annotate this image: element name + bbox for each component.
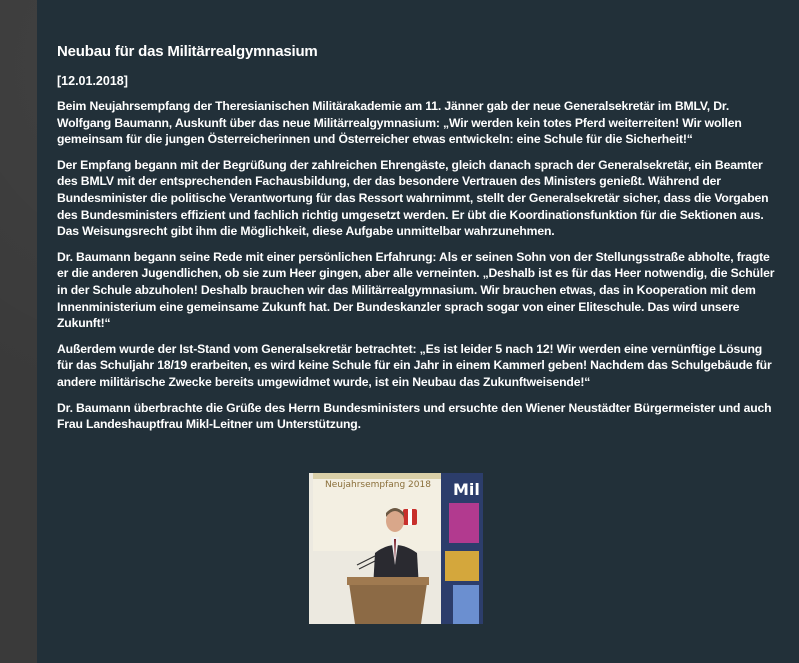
photo-banner-text: Neujahrsempfang 2018 [325, 480, 431, 490]
speaker-photo-illustration [309, 473, 483, 624]
article-paragraph-3: Dr. Baumann begann seine Rede mit einer persönlichen Erfahrung: Als er seinen Sohn von der Stellungsstraße abholte, fragte er die anderen Jugendlichen, ob sie zum Heer gingen, aber alle verneinten. „Deshalb ist es für das Heer notwendig, die Schüler in der Schule abzuholen! Deshalb brauchen wir das Militärrealgymnasium. Wir brauchen etwas, das in Kooperation mit dem Innenministerium eine gemeinsame Zukunft hat. Der Bundeskanzler sprach sogar von einer Eliteschule. Das wird unsere Zukunft!“ [57, 249, 775, 331]
article-paragraph-2: Der Empfang begann mit der Begrüßung der zahlreichen Ehrengäste, gleich danach sprach der Generalsekretär, ein Beamter des BMLV mit der entsprechenden Fachausbildung, der das besondere Vertrauen des Ministers genießt. Während der Bundesminister die politische Verantwortung für das Ressort wahrnimmt, stellt der Generalsekretär sicher, dass die Vorgaben des Bundesministers effizient und fachlich richtig umgesetzt werden. Er übt die Koordinationsfunktion für die Sektionen aus. Das Weisungsrecht gibt ihm die Möglichkeit, diese Aufgabe unmittelbar wahrzunehmen. [57, 157, 769, 239]
crest-icon [403, 509, 417, 525]
lectern [347, 577, 429, 624]
article-paragraph-1: Beim Neujahrsempfang der Theresianischen Militärakademie am 11. Jänner gab der neue Generalsekretär im BMLV, Dr. Wolfgang Baumann, Auskunft über das neue Militärrealgymnasium: „Wir werden kein totes Pferd weiterreiten! Wir wollen gemeinsam für die jungen Österreicherinnen und Österreicher etwas entwickeln: eine Schule für die Sicherheit!“ [57, 99, 742, 147]
article-date: [12.01.2018] [57, 74, 128, 88]
article-panel [37, 0, 799, 663]
article-paragraph-5: Dr. Baumann überbrachte die Grüße des Herrn Bundesministers und ersuchte den Wiener Neustädter Bürgermeister und auch Frau Landeshauptfrau Mikl-Leitner um Unterstützung. [57, 400, 772, 432]
article-title: Neubau für das Militärrealgymnasium [57, 43, 318, 60]
article-paragraph-4: Außerdem wurde der Ist-Stand vom Generalsekretär betrachtet: „Es ist leider 5 nach 12! Wir werden eine vernünftige Lösung für das Schuljahr 18/19 erarbeiten, es wird keine Schule für ein Jahr in einem Kammerl geben! Nachdem das Schulgebäude für andere militärische Zwecke bereits umgewidmet wurde, ist ein Neubau das Zukunftweisende!“ [57, 341, 772, 389]
photo-side-text: Mil [453, 480, 480, 499]
article-photo [309, 473, 483, 624]
